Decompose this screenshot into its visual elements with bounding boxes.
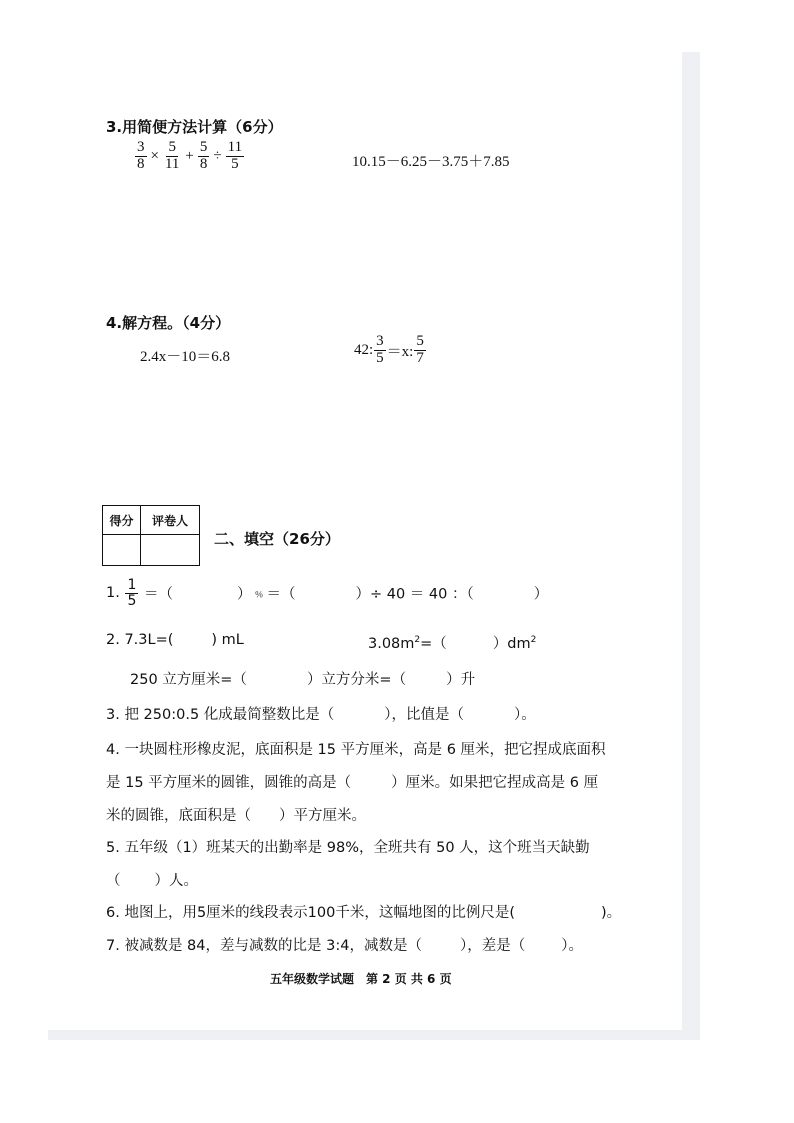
question-5-line-1: 5. 五年级（1）班某天的出勤率是 98%，全班共有 50 人，这个班当天缺勤 <box>106 840 590 856</box>
fraction: $\frac{1}{5}$ <box>127 577 137 609</box>
fraction: $\frac{11}{5}$ <box>227 139 243 172</box>
grader-label: 评卷人 <box>141 506 200 535</box>
fraction: $\frac{3}{5}$ <box>376 333 384 366</box>
question-4-line-1: 4. 一块圆柱形橡皮泥，底面积是 15 平方厘米，高是 6 厘米，把它捏成底面积 <box>106 742 606 758</box>
question-2b: 250 立方厘米=（ ）立方分米=（ ）升 <box>130 672 476 688</box>
question-5-line-2: （ ）人。 <box>106 873 198 889</box>
score-box <box>102 505 200 566</box>
section-3-heading: 3.用简便方法计算（6分） <box>106 118 283 136</box>
fraction: $\frac{3}{8}$ <box>137 139 145 172</box>
equation-1: 2.4x－10＝6.8 <box>140 349 231 365</box>
scan-edge <box>682 52 700 1038</box>
question-3: 3. 把 250:0.5 化成最简整数比是（ ），比值是（ ）。 <box>106 707 536 723</box>
page-footer: 五年级数学试题 第 2 页 共 6 页 <box>270 972 452 986</box>
question-2a-left: 2. 7.3L=( ) mL <box>106 632 244 648</box>
question-1: 1. $\frac{1}{5}$ ＝（ ） ﹪ ＝（ ）÷ 40 ＝ 40 ：（ ） <box>106 577 549 609</box>
expression-1: $\frac{3}{8}$ × $\frac{5}{11}$ + $\frac{5}{8}$ ÷ $\frac{11}{5}$ <box>137 139 243 172</box>
fraction: $\frac{5}{7}$ <box>416 333 424 366</box>
score-label: 得分 <box>103 506 141 535</box>
section-4-heading: 4.解方程。（4分） <box>106 314 231 332</box>
part-2-heading: 二、填空（26分） <box>214 530 340 548</box>
fraction: $\frac{5}{11}$ <box>164 139 180 172</box>
fraction: $\frac{5}{8}$ <box>199 139 208 172</box>
grader-cell <box>141 535 200 566</box>
question-2a-right: $3.08m^2=$（ ）$dm^2$ <box>368 635 537 652</box>
scan-edge <box>48 1030 700 1040</box>
question-7: 7. 被减数是 84，差与减数的比是 3:4，减数是（ ），差是（ ）。 <box>106 938 583 954</box>
question-6: 6. 地图上，用5厘米的线段表示100千米，这幅地图的比例尺是( )。 <box>106 905 622 921</box>
question-4-line-2: 是 15 平方厘米的圆锥，圆锥的高是（ ）厘米。如果把它捏成高是 6 厘 <box>106 775 599 791</box>
score-cell <box>103 535 141 566</box>
expression-2: 10.15－6.25－3.75＋7.85 <box>352 154 510 170</box>
question-4-line-3: 米的圆锥，底面积是（ ）平方厘米。 <box>106 808 366 824</box>
equation-2: 42: $\frac{3}{5}$ ＝x: $\frac{5}{7}$ <box>354 333 424 366</box>
